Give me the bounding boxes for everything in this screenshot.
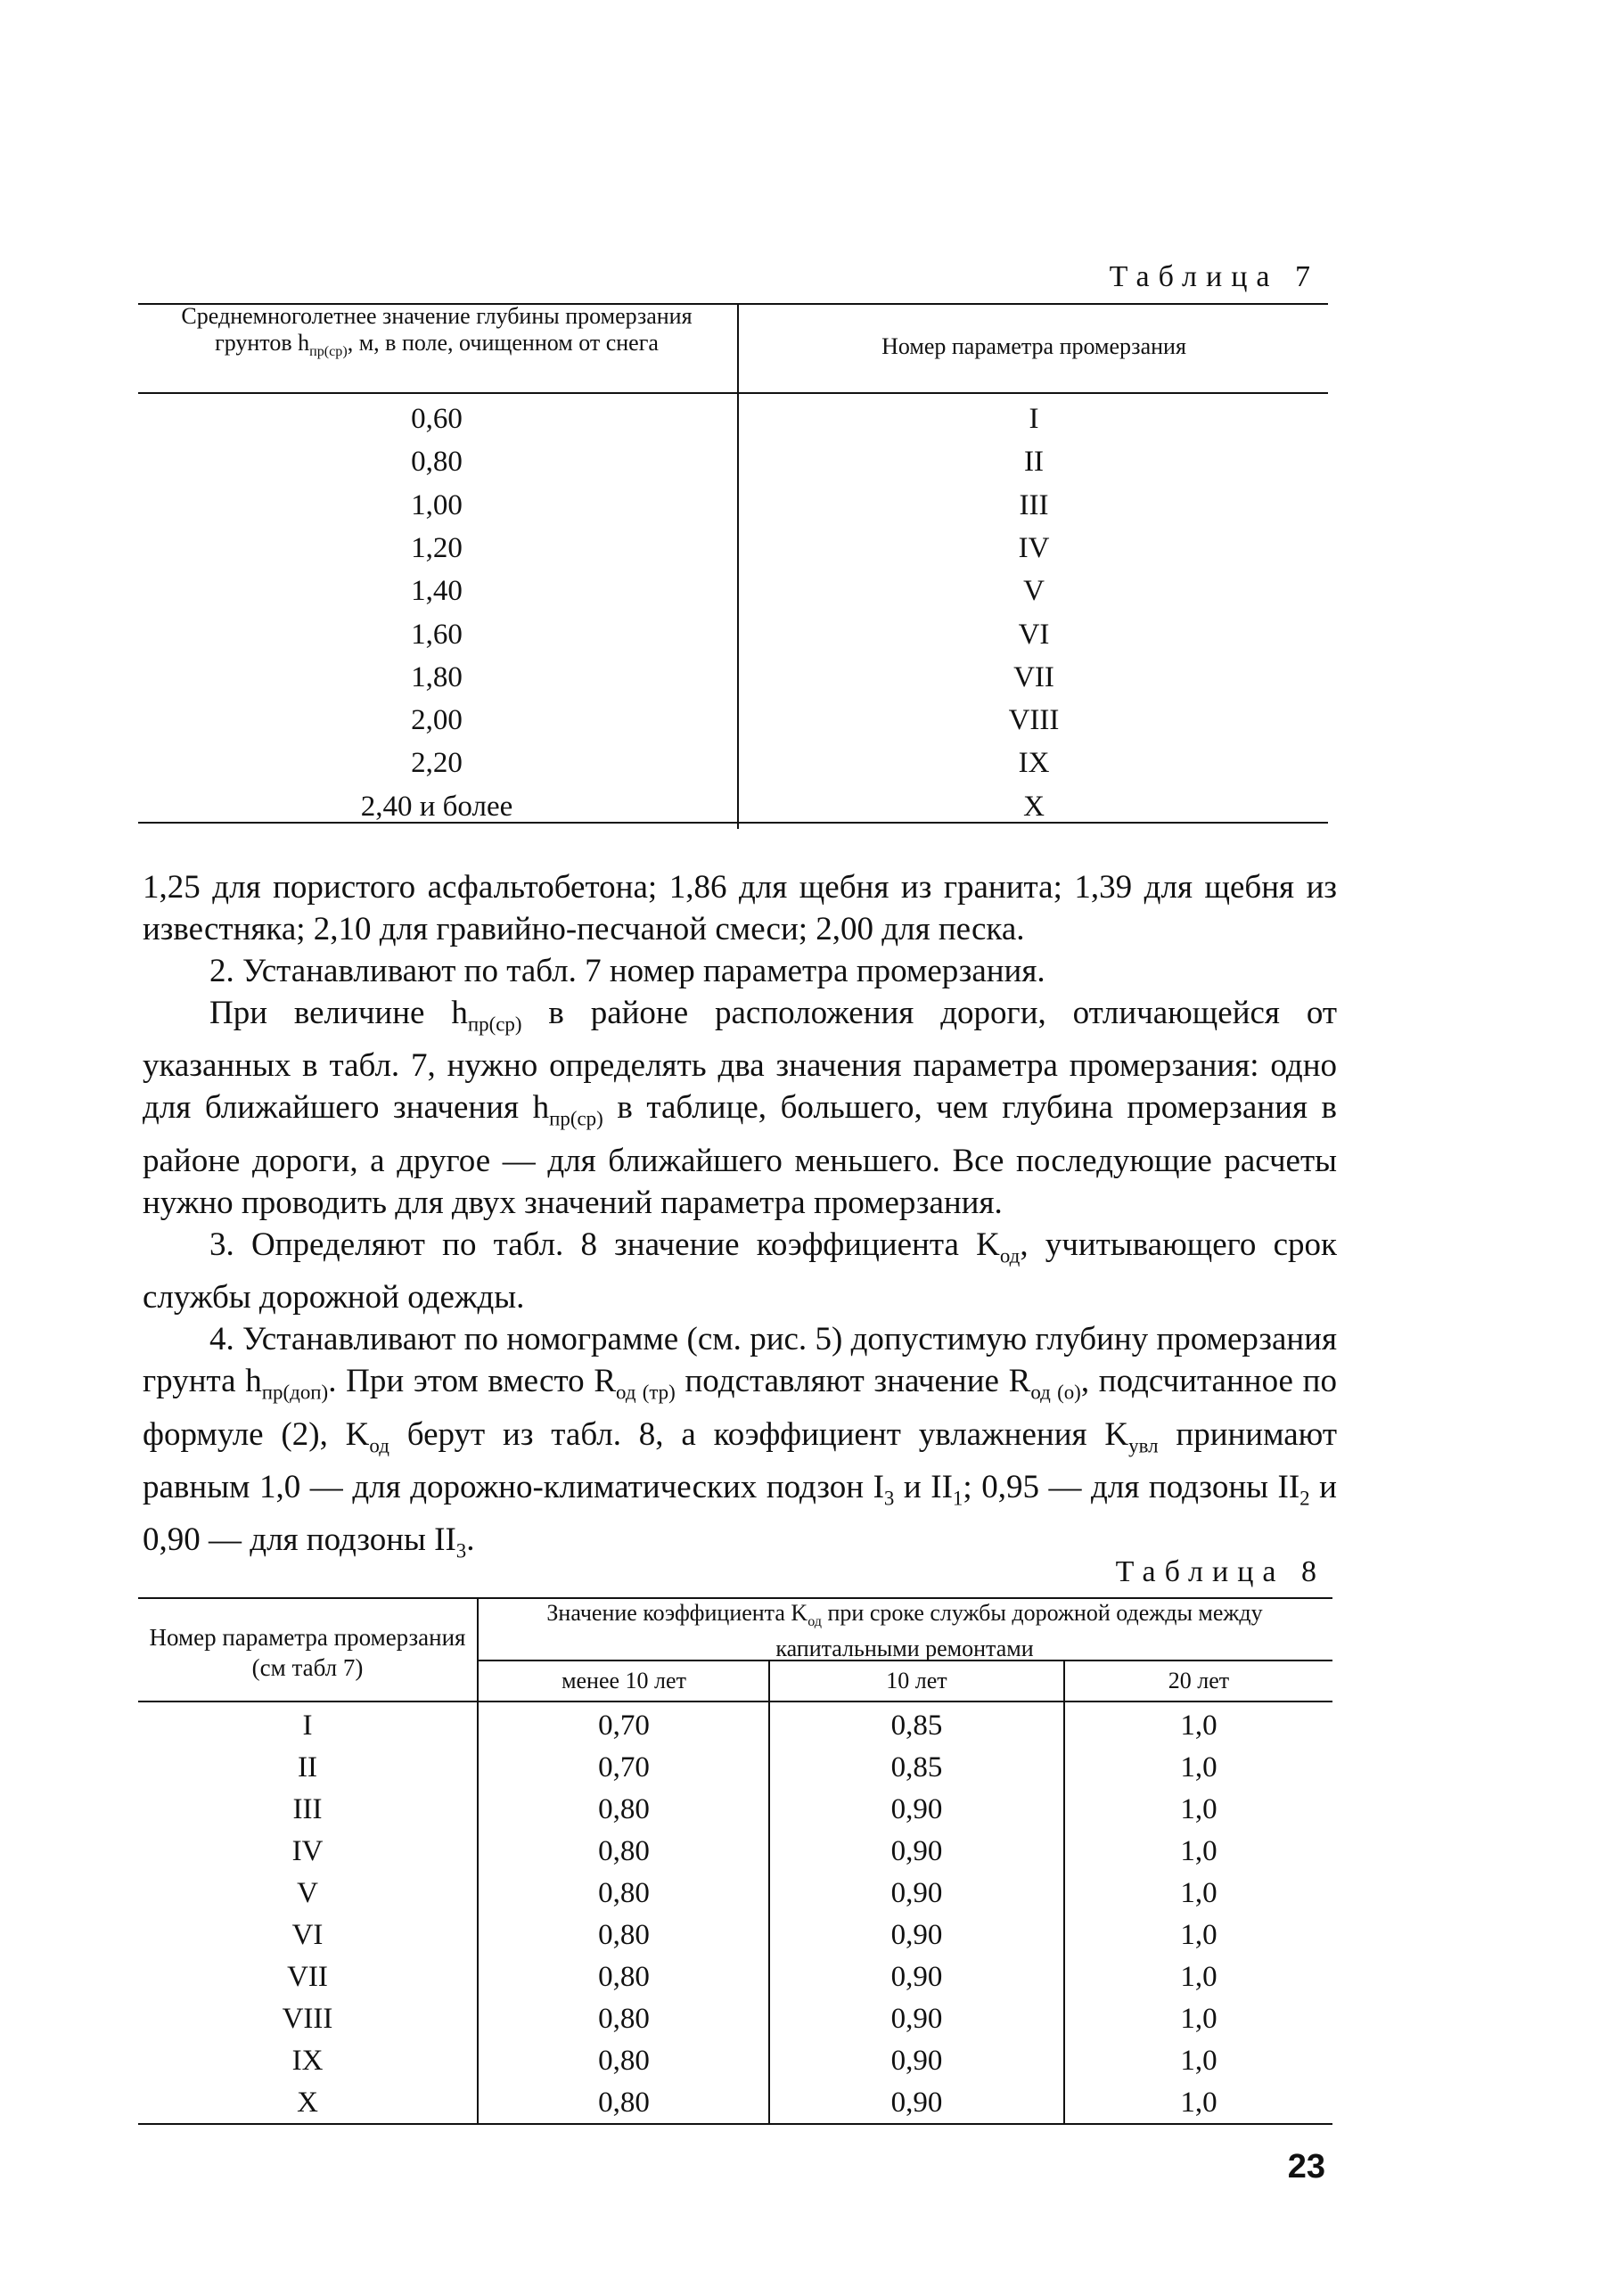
table7-param-cell: VI <box>1018 618 1050 651</box>
table8-less10-cell: 0,80 <box>598 2087 650 2119</box>
table8-10-cell: 0,90 <box>890 1961 943 1993</box>
table8-group-header: Значение коэффициента $K_{од}$ при сроке службы дорожной одежды между капитальными ремонтами <box>546 1600 1263 1662</box>
table7-depth-cell: 2,00 <box>411 704 463 737</box>
table7-depth-cell: 0,80 <box>411 446 463 479</box>
table8-10-cell: 0,85 <box>890 1751 943 1784</box>
table8-20-cell: 1,0 <box>1180 1919 1217 1951</box>
table7-col2-header: Номер параметра промерзания <box>881 333 1186 359</box>
table8-param-cell: VIII <box>282 2003 333 2035</box>
table8-param-cell: III <box>292 1793 323 1825</box>
table8-divider-1 <box>477 1597 479 2123</box>
table7-depth-cell: 1,40 <box>411 575 463 608</box>
table8-subheader-10: 10 лет <box>886 1668 947 1693</box>
table8-10-cell: 0,85 <box>890 1710 943 1742</box>
table7-depth-cell: 2,40 и более <box>360 790 513 823</box>
table7-param-cell: IV <box>1018 531 1050 564</box>
body-text <box>143 866 1337 1572</box>
table8-10-cell: 0,90 <box>890 2003 943 2035</box>
table8-header-rule <box>138 1701 1332 1702</box>
table7-depth-cell: 2,20 <box>411 747 463 780</box>
table8-less10-cell: 0,80 <box>598 1919 650 1951</box>
table8-20-cell: 1,0 <box>1180 1877 1217 1909</box>
paragraph-3: При величине $h_{пр(ср)}$ в районе расположения дороги, отличающейся от указанных в табл. 7, нужно определять два значения параметра промерзания: одно для ближайшего значения $h_{пр(ср)}$ в таблице, большего, чем глубина промерзания в районе дороги, а другое — для ближайшего меньшего. Все последующие расчеты нужно проводить для двух значений параметра промерзания. <box>143 995 1338 1221</box>
table8-10-cell: 0,90 <box>890 1793 943 1825</box>
table7-column-divider <box>737 303 739 829</box>
table8-20-cell: 1,0 <box>1180 1835 1217 1867</box>
table7-param-cell: I <box>1029 403 1039 435</box>
table7-header-rule <box>138 392 1328 394</box>
paragraph-2: 2. Устанавливают по табл. 7 номер параметра промерзания. <box>209 953 1045 989</box>
paragraph-1: 1,25 для пористого асфальтобетона; 1,86 для щебня из гранита; 1,39 для щебня из известняка; 2,10 для гравийно-песчаной смеси; 2,00 для песка. <box>143 869 1337 947</box>
table7-param-cell: VIII <box>1008 704 1060 737</box>
table8-20-cell: 1,0 <box>1180 1793 1217 1825</box>
table8-param-cell: IV <box>291 1835 324 1867</box>
table8-less10-cell: 0,80 <box>598 1961 650 1993</box>
table8-param-cell: II <box>298 1751 317 1784</box>
table7-param-cell: X <box>1023 790 1045 823</box>
table7-param-cell: III <box>1019 488 1049 521</box>
table7-depth-cell: 1,80 <box>411 660 463 693</box>
table7-param-cell: V <box>1023 575 1045 608</box>
table7-depth-cell: 1,00 <box>411 488 463 521</box>
table8-less10-cell: 0,80 <box>598 2003 650 2035</box>
table8-param-cell: V <box>297 1877 318 1909</box>
table8-20-cell: 1,0 <box>1180 2003 1217 2035</box>
table7-col1-header: Среднемноголетнее значение глубины промерзания грунтов $h_{пр(ср)}$, м, в поле, очищенном от снега <box>181 303 693 360</box>
table8-top-rule <box>138 1597 1332 1599</box>
paragraph-5: 4. Устанавливают по номограмме (см. рис. 5) допустимую глубину промерзания грунта $h_{пр(доп)}$. При этом вместо $R_{од (тр)}$ подставляют значение $R_{од (о)}$, подсчитанное по формуле (2), $K_{од}$ берут из табл. 8, а коэффициент увлажнения $K_{увл}$ принимают равным 1,0 — для дорожно-климатических подзон $I_3$ и $II_1$; 0,95 — для подзоны $II_2$ и 0,90 — для подзоны $II_3$. <box>143 1321 1338 1562</box>
table8-col1-header: Номер параметра промерзания (см табл 7) <box>149 1624 466 1681</box>
table8-subheader-20: 20 лет <box>1168 1668 1230 1693</box>
table8-10-cell: 0,90 <box>890 1877 943 1909</box>
table8-20-cell: 1,0 <box>1180 1710 1217 1742</box>
page-number: 23 <box>1287 2148 1325 2185</box>
table8-less10-cell: 0,80 <box>598 1835 650 1867</box>
table8-20-cell: 1,0 <box>1180 2087 1217 2119</box>
table8-less10-cell: 0,80 <box>598 1877 650 1909</box>
table8-param-cell: VII <box>287 1961 328 1993</box>
table8-less10-cell: 0,70 <box>598 1751 650 1784</box>
table8-param-cell: IX <box>291 2045 324 2077</box>
table8-less10-cell: 0,70 <box>598 1710 650 1742</box>
table8-10-cell: 0,90 <box>890 2045 943 2077</box>
table7-depth-cell: 1,20 <box>411 531 463 564</box>
paragraph-4: 3. Определяют по табл. 8 значение коэффициента $K_{од}$, учитывающего срок службы дорожной одежды. <box>143 1226 1337 1316</box>
table7-depth-cell: 0,60 <box>411 403 463 435</box>
table8-10-cell: 0,90 <box>890 1835 943 1867</box>
table8-param-cell: VI <box>291 1919 324 1951</box>
table8-param-cell: X <box>297 2087 318 2119</box>
table8-10-cell: 0,90 <box>890 2087 943 2119</box>
table7-caption: Таблица 7 <box>1109 260 1319 293</box>
table7-param-cell: II <box>1024 446 1044 479</box>
table7-param-cell: IX <box>1018 747 1050 780</box>
table8-less10-cell: 0,80 <box>598 1793 650 1825</box>
table8-caption: Таблица 8 <box>1115 1555 1325 1588</box>
table8-20-cell: 1,0 <box>1180 2045 1217 2077</box>
table8-20-cell: 1,0 <box>1180 1751 1217 1784</box>
table8-less10-cell: 0,80 <box>598 2045 650 2077</box>
table8-subheader-less-10: менее 10 лет <box>562 1668 686 1693</box>
table7-depth-cell: 1,60 <box>411 618 463 651</box>
table7-param-cell: VII <box>1013 660 1054 693</box>
table8-20-cell: 1,0 <box>1180 1961 1217 1993</box>
table8-10-cell: 0,90 <box>890 1919 943 1951</box>
table8-param-cell: I <box>302 1710 313 1742</box>
